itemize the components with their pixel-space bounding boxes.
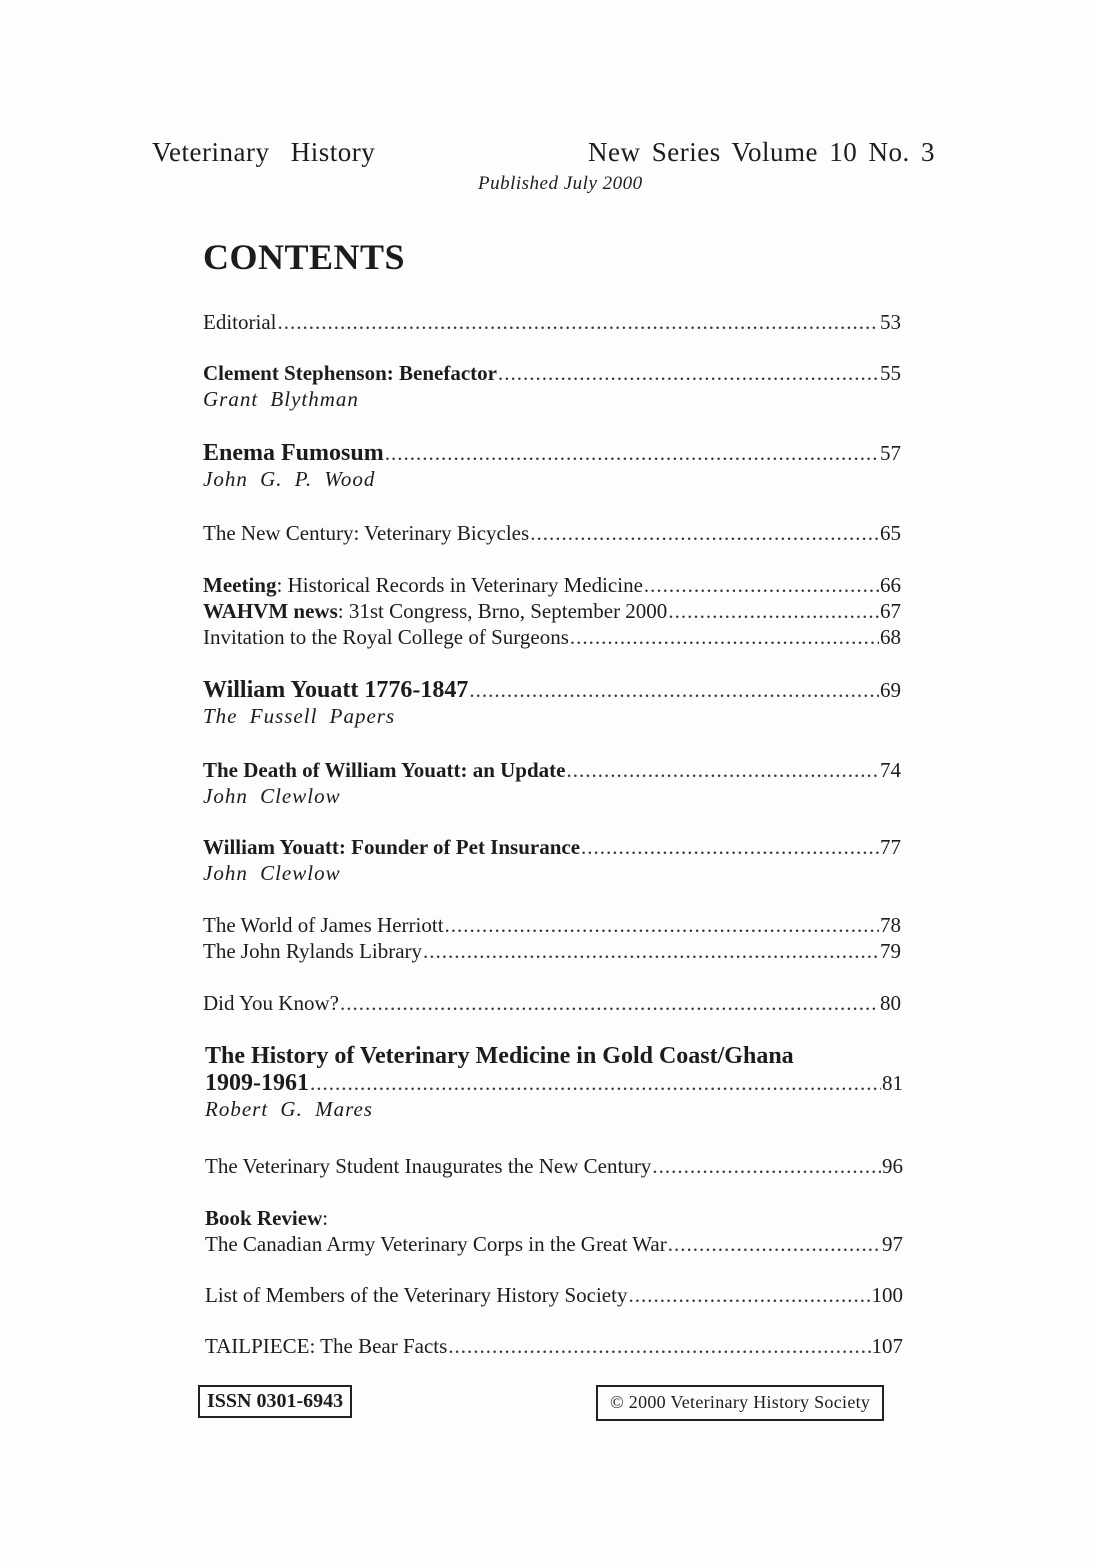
entry-page: 77 [880, 835, 901, 859]
page-title: CONTENTS [203, 237, 406, 277]
entry-title: The Canadian Army Veterinary Corps in the Great War [205, 1232, 667, 1256]
entry-title: The John Rylands Library [203, 939, 423, 963]
entry-title: The Veterinary Student Inaugurates the New Century [205, 1154, 652, 1178]
leader-dots [668, 1231, 881, 1257]
leader-dots [581, 834, 879, 860]
entry-title-line1: The History of Veterinary Medicine in Gold Coast/Ghana [205, 1043, 794, 1069]
journal-name: Veterinary History [152, 137, 376, 167]
series-volume: New Series Volume 10 No. 3 [588, 137, 935, 167]
leader-dots [652, 1153, 881, 1179]
entry-page: 74 [880, 758, 901, 782]
entry-page: 57 [880, 441, 901, 465]
entry-author: Grant Blythman [203, 387, 359, 411]
entry-title: TAILPIECE: The Bear Facts [205, 1334, 448, 1358]
leader-dots [385, 440, 879, 466]
entry-page: 80 [880, 991, 901, 1015]
leader-dots [469, 677, 879, 703]
toc-entry-did-you-know [203, 990, 901, 1016]
entry-title [203, 572, 643, 598]
leader-dots [570, 624, 879, 650]
entry-title-rest: : 31st Congress, Brno, September 2000 [337, 599, 668, 623]
toc-entry-pet-insurance [203, 834, 901, 886]
entry-title: Invitation to the Royal College of Surgeons [203, 625, 569, 649]
entry-page: 53 [880, 310, 901, 334]
toc-entry-clement-stephenson [203, 360, 901, 412]
entry-title: The New Century: Veterinary Bicycles [203, 521, 530, 545]
toc-entry-group-herriott [203, 912, 901, 964]
entry-author: John Clewlow [203, 861, 341, 885]
entry-page: 107 [871, 1334, 903, 1358]
toc-entry-book-review [205, 1205, 903, 1257]
toc-entry-list-of-members [205, 1282, 903, 1308]
toc-entry-veterinary-student [205, 1153, 903, 1179]
toc-entry-editorial [203, 309, 901, 335]
entry-page: 67 [880, 599, 901, 623]
entry-author: The Fussell Papers [203, 704, 396, 728]
leader-dots [668, 598, 879, 624]
leader-dots [628, 1282, 870, 1308]
toc-entry-william-youatt [203, 677, 901, 729]
leader-dots [423, 938, 879, 964]
entry-page: 97 [882, 1232, 903, 1256]
leader-dots [566, 757, 879, 783]
leader-dots [310, 1070, 881, 1096]
toc-entry-enema-fumosum [203, 440, 901, 492]
entry-title: William Youatt: Founder of Pet Insurance [203, 835, 581, 859]
entry-page: 78 [880, 913, 901, 937]
entry-author: Robert G. Mares [205, 1097, 373, 1121]
entry-title: The World of James Herriott [203, 913, 444, 937]
entry-title-rest: : Historical Records in Veterinary Medicine [276, 573, 643, 597]
entry-author: John G. P. Wood [203, 467, 376, 491]
entry-lead-suffix: : [322, 1206, 329, 1230]
entry-page: 96 [882, 1154, 903, 1178]
toc-entry-gold-coast-ghana [205, 1042, 903, 1122]
toc-entry-veterinary-bicycles [203, 520, 901, 546]
entry-title: William Youatt 1776-1847 [203, 677, 469, 703]
entry-title: Editorial [203, 310, 277, 334]
entry-lead: Meeting [203, 573, 277, 597]
entry-page: 65 [880, 521, 901, 545]
issn-box: ISSN 0301-6943 [198, 1385, 352, 1418]
leader-dots [445, 912, 879, 938]
entry-page: 81 [882, 1071, 903, 1095]
toc-entry-group-news [203, 572, 901, 650]
toc-entry-tailpiece [205, 1333, 903, 1359]
leader-dots [340, 990, 879, 1016]
publication-date: Published July 2000 [478, 173, 643, 194]
entry-title: The Death of William Youatt: an Update [203, 758, 566, 782]
leader-dots [530, 520, 879, 546]
leader-dots [498, 360, 879, 386]
leader-dots [644, 572, 879, 598]
entry-title: Did You Know? [203, 991, 339, 1015]
leader-dots [448, 1333, 870, 1359]
entry-title [203, 598, 667, 624]
entry-title: 1909-1961 [205, 1070, 309, 1096]
entry-page: 100 [871, 1283, 903, 1307]
entry-title: Clement Stephenson: Benefactor [203, 361, 497, 385]
entry-page: 68 [880, 625, 901, 649]
entry-page: 66 [880, 573, 901, 597]
entry-page: 79 [880, 939, 901, 963]
entry-page: 55 [880, 361, 901, 385]
entry-title: List of Members of the Veterinary History Society [205, 1283, 628, 1307]
entry-title: Enema Fumosum [203, 440, 384, 466]
entry-page: 69 [880, 678, 901, 702]
copyright-box: © 2000 Veterinary History Society [596, 1385, 884, 1421]
entry-lead: Book Review [205, 1206, 323, 1230]
leader-dots [277, 309, 879, 335]
entry-lead: WAHVM news [203, 599, 338, 623]
toc-entry-death-of-youatt [203, 757, 901, 809]
entry-author: John Clewlow [203, 784, 341, 808]
